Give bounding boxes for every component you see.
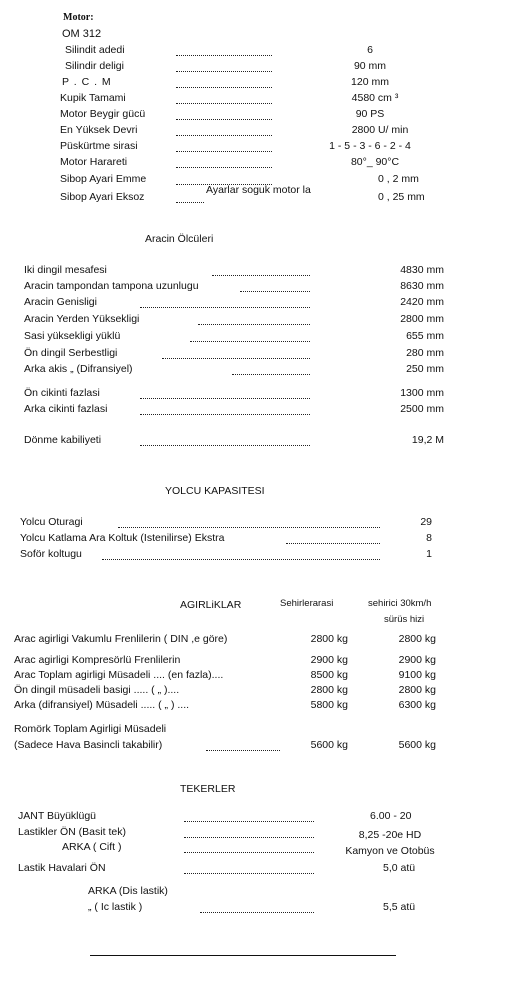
dim-label-wheelbase: Iki dingil mesafesi	[24, 264, 107, 276]
dim-label-length: Aracin tampondan tampona uzunlugu	[24, 280, 199, 292]
weight-v1-compressor: 2900 kg	[310, 654, 348, 666]
wheel-label-pressure-front: Lastik Havalari ÖN	[18, 862, 106, 874]
weight-label-compressor: Arac agirligi Kompresörlü Frenlilerin	[14, 654, 181, 666]
spec-value-power: 90 PS	[355, 108, 385, 120]
wheel-label-pressure-rear-inner: „ ( Ic lastik )	[88, 901, 143, 913]
spec-label-cylinders: Silindit adedi	[65, 44, 125, 56]
dot-leader	[176, 167, 272, 168]
weight-label-vacuum: Arac agirligi Vakumlu Frenlilerin ( DIN ,e göre)	[14, 633, 228, 645]
weight-v2-front-axle: 2800 kg	[398, 684, 436, 696]
spec-label-temperature: Motor Harareti	[60, 156, 128, 168]
weight-v2-trailer: 5600 kg	[398, 739, 436, 751]
dot-leader	[200, 912, 314, 913]
dot-leader	[190, 341, 310, 342]
motor-heading: Motor:	[63, 12, 94, 23]
dim-value-rear-clearance: 250 mm	[406, 363, 444, 375]
bottom-rule	[90, 955, 396, 956]
spec-value-valve-intake: 0 , 2 mm	[378, 173, 419, 185]
pax-value-seats: 29	[420, 516, 432, 528]
dim-value-width: 2420 mm	[400, 296, 444, 308]
spec-label-power: Motor Beygir gücü	[60, 108, 146, 120]
dot-leader	[184, 852, 314, 853]
dim-label-chassis-height: Sasi yüksekligi yüklü	[24, 330, 121, 342]
dim-label-front-overhang: Ön cikinti fazlasi	[24, 387, 100, 399]
dim-value-chassis-height: 655 mm	[406, 330, 444, 342]
weight-label-total: Arac Toplam agirligi Müsadeli .... (en fazla)....	[14, 669, 224, 681]
dot-leader	[162, 358, 310, 359]
weight-label-trailer: Romörk Toplam Agirligi Müsadeli	[14, 723, 167, 735]
spec-label-valve-exhaust: Sibop Ayari Eksoz	[60, 191, 145, 203]
dot-leader	[140, 445, 310, 446]
dot-leader	[212, 275, 310, 276]
dot-leader	[176, 103, 272, 104]
dim-value-turning: 19,2 M	[411, 434, 444, 446]
wheel-value-tyres: 8,25 -20e HD	[358, 829, 422, 841]
section-title-wheels: TEKERLER	[180, 783, 236, 795]
spec-value-temperature: 80°_ 90°C	[350, 156, 400, 168]
weight-label-rear-axle: Arka (difransiyel) Müsadeli ..... ( „ ) ....	[14, 699, 190, 711]
spec-value-firing-order: 1 - 5 - 3 - 6 - 2 - 4	[329, 140, 411, 152]
motor-model: OM 312	[62, 28, 102, 40]
dim-value-wheelbase: 4830 mm	[400, 264, 444, 276]
dot-leader	[176, 87, 272, 88]
dim-label-width: Aracin Genisligi	[24, 296, 97, 308]
dim-label-height: Aracin Yerden Yüksekligi	[24, 313, 140, 325]
wheel-value-tyres-type: Kamyon ve Otobüs	[345, 845, 435, 857]
dot-leader	[176, 71, 272, 72]
weight-label-front-axle: Ön dingil müsadeli basigi ..... ( „ )....	[14, 684, 180, 696]
spec-label-valve-intake: Sibop Ayari Emme	[60, 173, 147, 185]
dot-leader	[184, 821, 314, 822]
dot-leader	[232, 374, 310, 375]
wheel-label-rim: JANT Büyüklügü	[18, 810, 97, 822]
wheel-value-rim: 6.00 - 20	[370, 810, 412, 822]
section-title-dimensions: Aracin Ölcüleri	[145, 233, 214, 245]
dim-value-front-clearance: 280 mm	[406, 347, 444, 359]
dot-leader	[176, 55, 272, 56]
dot-leader	[176, 135, 272, 136]
dot-leader	[176, 202, 204, 203]
weight-v1-total: 8500 kg	[310, 669, 348, 681]
cold-engine-note: Ayarlar soguk motor la	[206, 184, 311, 196]
weight-v2-total: 9100 kg	[398, 669, 436, 681]
dot-leader	[184, 837, 314, 838]
weight-v2-vacuum: 2800 kg	[398, 633, 436, 645]
spec-value-stroke: 120 mm	[351, 76, 389, 88]
pax-value-driver: 1	[426, 548, 432, 560]
weights-col-header-city: sehirici 30km/h	[368, 598, 432, 609]
dim-label-turning: Dönme kabiliyeti	[24, 434, 102, 446]
pax-label-folding: Yolcu Katlama Ara Koltuk (Istenilirse) Ekstra	[20, 532, 225, 544]
section-title-weights: AGIRLiKLAR	[180, 599, 242, 611]
dot-leader	[184, 873, 314, 874]
pax-label-seats: Yolcu Oturagi	[20, 516, 83, 528]
spec-label-stroke: P . C . M	[62, 76, 112, 88]
dot-leader	[176, 119, 272, 120]
wheel-label-tyres-rear: ARKA ( Cift )	[62, 841, 122, 853]
dim-label-rear-overhang: Arka cikinti fazlasi	[24, 403, 108, 415]
pax-label-driver: Soför koltugu	[20, 548, 82, 560]
weight-v2-compressor: 2900 kg	[398, 654, 436, 666]
spec-value-displacement: 4580 cm ³	[351, 92, 399, 104]
weight-v1-trailer: 5600 kg	[310, 739, 348, 751]
weight-v2-rear-axle: 6300 kg	[398, 699, 436, 711]
dot-leader	[118, 527, 380, 528]
dot-leader	[140, 414, 310, 415]
weight-v1-rear-axle: 5800 kg	[310, 699, 348, 711]
weight-v1-front-axle: 2800 kg	[310, 684, 348, 696]
dot-leader	[102, 559, 380, 560]
weight-v1-vacuum: 2800 kg	[310, 633, 348, 645]
spec-label-displacement: Kupik Tamami	[60, 92, 126, 104]
weight-label-trailer-note: (Sadece Hava Basincli takabilir)	[14, 739, 163, 751]
dim-value-front-overhang: 1300 mm	[400, 387, 444, 399]
wheel-label-pressure-rear-outer: ARKA (Dis lastik)	[88, 885, 168, 897]
spec-label-max-rpm: En Yüksek Devri	[60, 124, 138, 136]
weights-col-subheader-city: sürüs hizi	[384, 614, 425, 625]
dim-value-length: 8630 mm	[400, 280, 444, 292]
spec-value-bore: 90 mm	[353, 60, 387, 72]
dot-leader	[176, 151, 272, 152]
dim-label-rear-clearance: Arka akis „ (Difransiyel)	[24, 363, 133, 375]
spec-value-valve-exhaust: 0 , 25 mm	[378, 191, 425, 203]
dim-value-rear-overhang: 2500 mm	[400, 403, 444, 415]
spec-value-cylinders: 6	[367, 44, 373, 56]
pax-value-folding: 8	[426, 532, 432, 544]
wheel-value-pressure-front: 5,0 atü	[383, 862, 416, 874]
wheel-value-pressure-rear: 5,5 atü	[383, 901, 416, 913]
dot-leader	[286, 543, 380, 544]
spec-label-firing-order: Püskürtme sirasi	[60, 140, 138, 152]
dot-leader	[198, 324, 310, 325]
dot-leader	[140, 398, 310, 399]
wheel-label-tyres-front: Lastikler ÖN (Basit tek)	[18, 826, 126, 838]
dim-value-height: 2800 mm	[400, 313, 444, 325]
dim-label-front-clearance: Ön dingil Serbestligi	[24, 347, 118, 359]
spec-value-max-rpm: 2800 U/ min	[351, 124, 409, 136]
dot-leader	[140, 307, 310, 308]
section-title-passenger: YOLCU KAPASITESI	[165, 485, 265, 497]
spec-label-bore: Silindir deligi	[65, 60, 124, 72]
dot-leader	[240, 291, 310, 292]
weights-col-header-intercity: Sehirlerarasi	[280, 598, 334, 609]
dot-leader	[206, 750, 280, 751]
